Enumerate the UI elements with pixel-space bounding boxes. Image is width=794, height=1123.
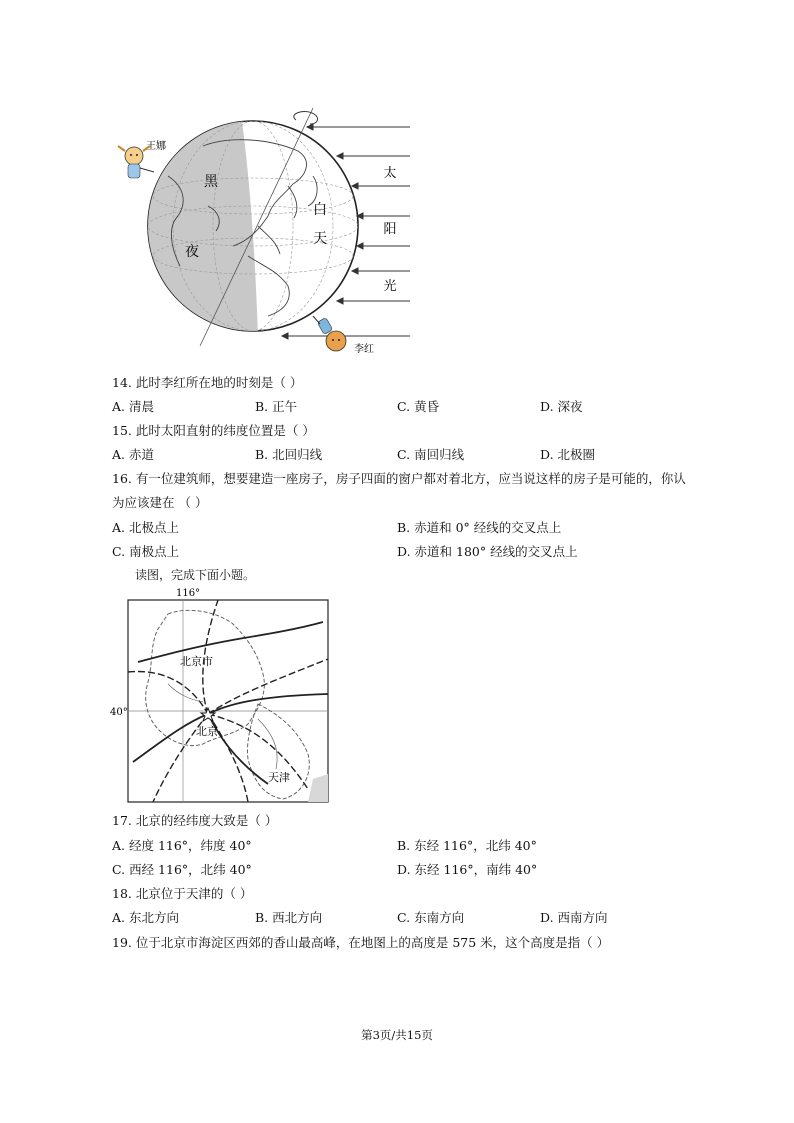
q16-option-d[interactable]: D. 赤道和 180° 经线的交叉点上 (397, 544, 578, 559)
night-char-1: 黑 (204, 174, 218, 190)
q17-option-a[interactable]: A. 经度 116°，纬度 40° (112, 838, 252, 853)
q14-option-a[interactable]: A. 清晨 (112, 399, 154, 414)
q16-option-b[interactable]: B. 赤道和 0° 经线的交叉点上 (397, 520, 562, 535)
q14-option-b[interactable]: B. 正午 (255, 399, 298, 414)
map-lat-label: 40° (110, 707, 128, 718)
day-char-2: 天 (313, 231, 327, 247)
q15-stem: 15. 此时太阳直射的纬度位置是（ ） (112, 423, 315, 438)
q18-option-d[interactable]: D. 西南方向 (540, 910, 608, 925)
q16-option-a[interactable]: A. 北极点上 (112, 520, 179, 535)
q15-option-a[interactable]: A. 赤道 (112, 447, 154, 462)
lihong-figure (313, 316, 346, 351)
q17-stem: 17. 北京的经纬度大致是（ ） (112, 813, 278, 828)
map-label-beijing-city: 北京市 (180, 655, 213, 668)
q18-option-c[interactable]: C. 东南方向 (397, 910, 465, 925)
q15-option-b[interactable]: B. 北回归线 (255, 447, 323, 462)
sun-char-2: 阳 (383, 222, 397, 237)
q17-option-d[interactable]: D. 东经 116°，南纬 40° (397, 862, 538, 877)
sun-char-3: 光 (383, 279, 397, 294)
globe-figure (108, 106, 418, 356)
rotation-arrow-icon (294, 112, 318, 124)
map-label-beijing: 北京 (196, 725, 218, 738)
map-lon-label: 116° (176, 588, 201, 599)
map-frame (128, 600, 328, 802)
q18-stem: 18. 北京位于天津的（ ） (112, 886, 253, 901)
map-label-tianjin: 天津 (268, 771, 290, 784)
q16-option-c[interactable]: C. 南极点上 (112, 544, 180, 559)
night-char-2: 夜 (185, 244, 199, 260)
q14-stem: 14. 此时李红所在地的时刻是（ ） (112, 375, 303, 390)
q17-option-c[interactable]: C. 西经 116°，北纬 40° (112, 862, 252, 877)
instruction-text: 读图，完成下面小题。 (135, 568, 256, 582)
night-side (108, 106, 258, 336)
page-footer: 第3页/共15页 (361, 1028, 433, 1042)
lihong-label: 李红 (354, 344, 374, 355)
q15-option-c[interactable]: C. 南回归线 (397, 447, 465, 462)
q15-option-d[interactable]: D. 北极圈 (540, 447, 596, 462)
wangna-label: 王娜 (146, 141, 166, 152)
q18-option-b[interactable]: B. 西北方向 (255, 910, 323, 925)
sun-char-1: 太 (383, 166, 397, 181)
beijing-map-figure (108, 584, 333, 806)
q16-stem-line1: 16. 有一位建筑师，想要建造一座房子，房子四面的窗户都对着北方，应当说这样的房子是可能的，你认 (112, 471, 686, 486)
q18-option-a[interactable]: A. 东北方向 (112, 910, 179, 925)
q19-stem: 19. 位于北京市海淀区西郊的香山最高峰，在地图上的高度是 575 米，这个高度是指（ ） (112, 935, 610, 950)
q14-option-d[interactable]: D. 深夜 (540, 399, 583, 414)
q16-stem-line2: 为应该建在 （ ） (112, 495, 208, 510)
q14-option-c[interactable]: C. 黄昏 (397, 399, 440, 414)
q17-option-b[interactable]: B. 东经 116°，北纬 40° (397, 838, 537, 853)
day-char-1: 白 (313, 202, 327, 218)
